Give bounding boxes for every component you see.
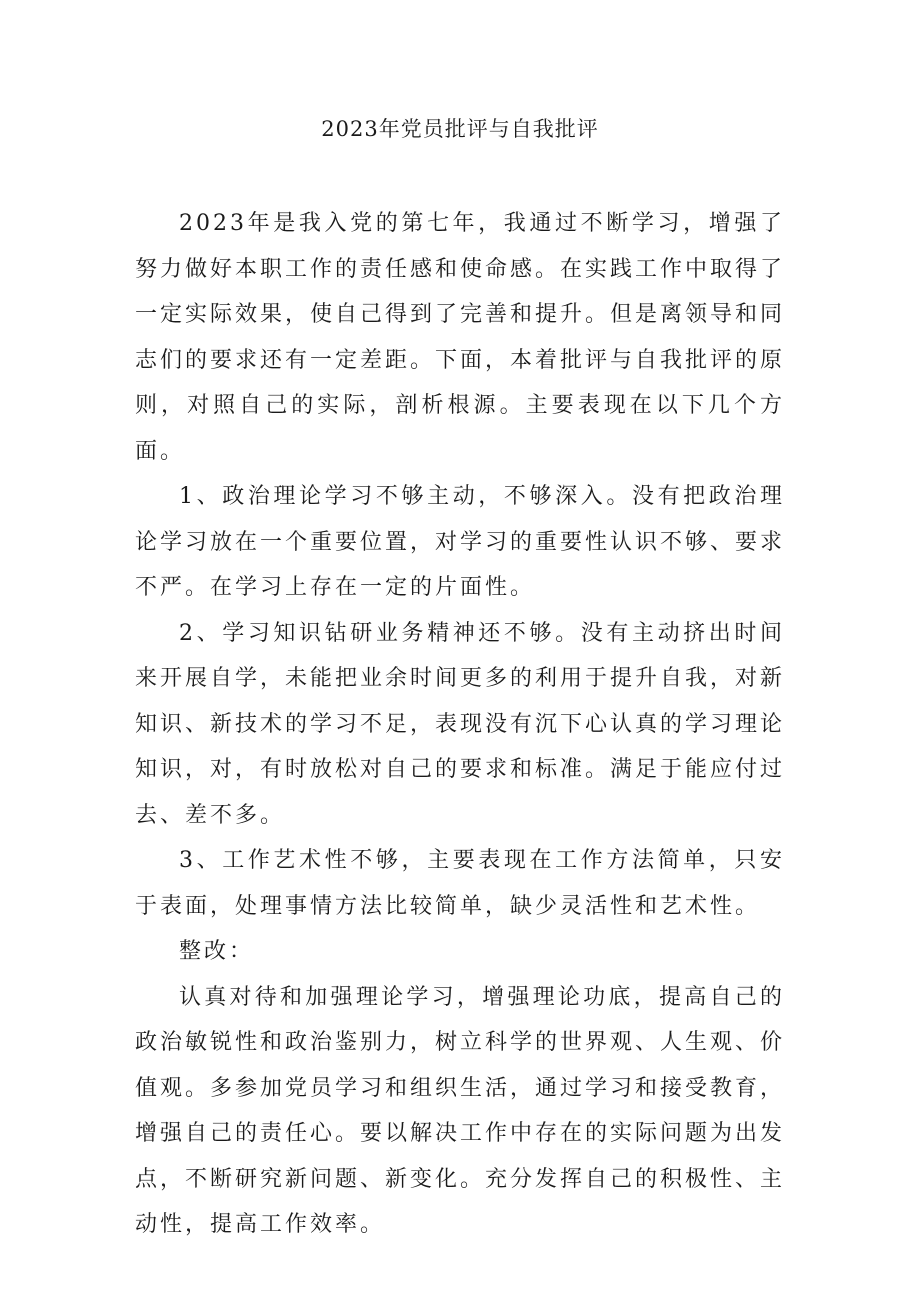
paragraph-rectification: 认真对待和加强理论学习，增强理论功底，提高自己的政治敏锐性和政治鉴别力，树立科学的世界观、人生观、价值观。多参加党员学习和组织生活，通过学习和接受教育，增强自己的责任心。要以解决工作中存在的实际问题为出发点，不断研究新问题、新变化。充分发挥自己的积极性、主动性，提高工作效率。 bbox=[135, 984, 786, 1237]
paragraph-intro: 2023年是我入党的第七年，我通过不断学习，增强了努力做好本职工作的责任感和使命感。在实践工作中取得了一定实际效果，使自己得到了完善和提升。但是离领导和同志们的要求还有一定差距。下面，本着批评与自我批评的原则，对照自己的实际，剖析根源。主要表现在以下几个方面。 bbox=[135, 211, 786, 464]
paragraph-item-2: 2、学习知识钻研业务精神还不够。没有主动挤出时间来开展自学，未能把业余时间更多的利用于提升自我，对新知识、新技术的学习不足，表现没有沉下心认真的学习理论知识，对，有时放松对自己的要求和标准。满足于能应付过去、差不多。 bbox=[135, 620, 786, 828]
paragraph-item-3: 3、工作艺术性不够，主要表现在工作方法简单，只安于表面，处理事情方法比较简单，缺少灵活性和艺术性。 bbox=[135, 848, 785, 919]
paragraph-item-1: 1、政治理论学习不够主动，不够深入。没有把政治理论学习放在一个重要位置，对学习的重要性认识不够、要求不严。在学习上存在一定的片面性。 bbox=[135, 484, 786, 600]
rectification-heading: 整改： bbox=[179, 939, 255, 964]
document-title: 2023年党员批评与自我批评 bbox=[321, 117, 599, 141]
document-body bbox=[135, 201, 785, 1248]
